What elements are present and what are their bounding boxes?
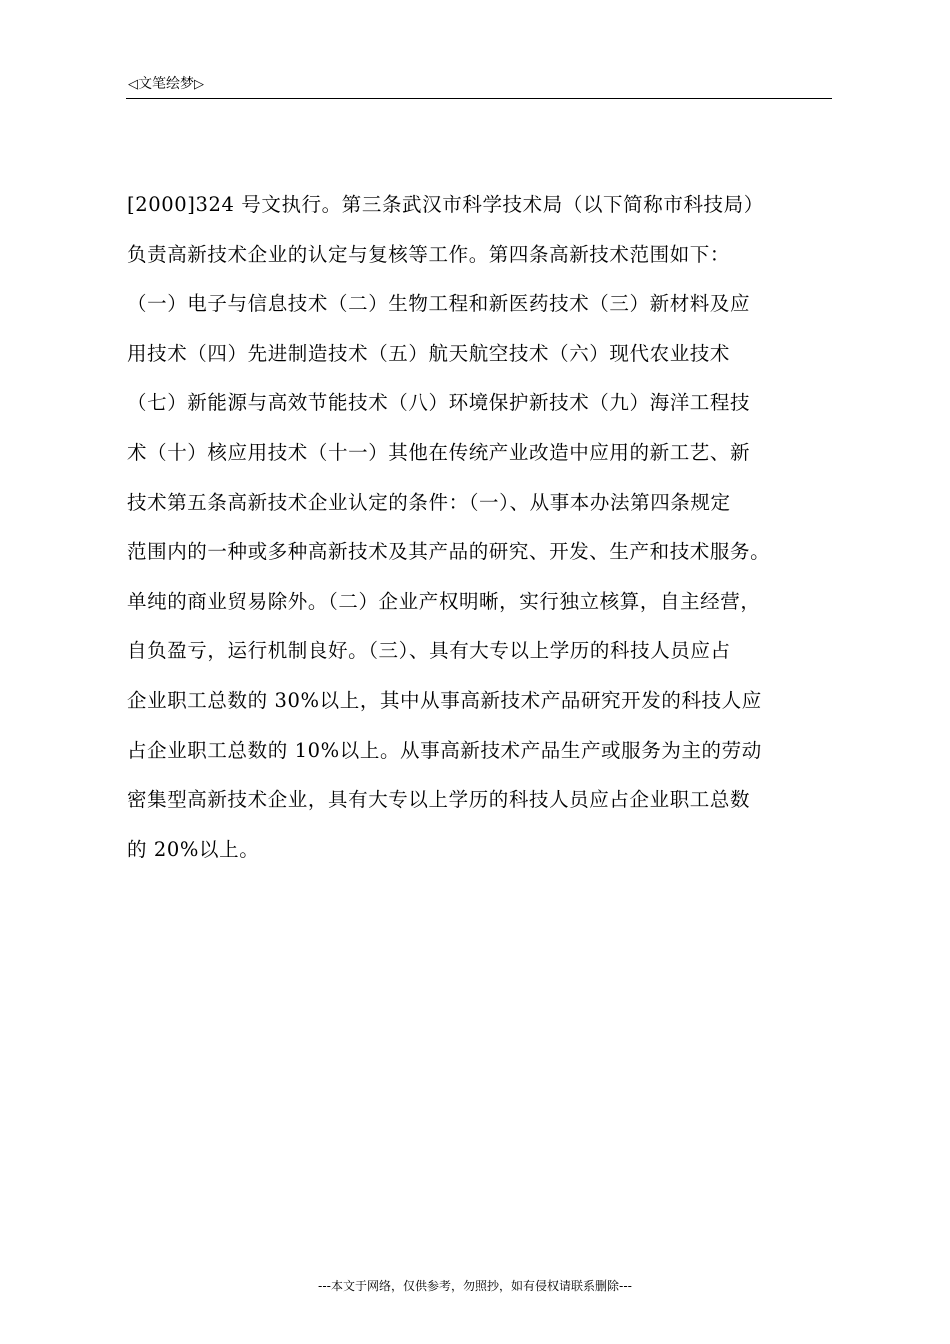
body-line: [2000]324 号文执行。第三条武汉市科学技术局（以下简称市科技局） <box>127 193 764 216</box>
body-line: （七）新能源与高效节能技术（八）环境保护新技术（九）海洋工程技 <box>127 391 751 415</box>
page-footer: ---本文于网络，仅供参考，勿照抄，如有侵权请联系删除--- <box>318 1279 632 1293</box>
body-line: 技术第五条高新技术企业认定的条件：（一）、从事本办法第四条规定 <box>127 490 731 514</box>
body-line: （一）电子与信息技术（二）生物工程和新医药技术（三）新材料及应 <box>127 292 751 316</box>
right-triangle-icon: ▷ <box>194 77 204 92</box>
page-header <box>126 72 832 99</box>
document-body <box>127 180 847 874</box>
body-line: 占企业职工总数的 10%以上。从事高新技术产品生产或服务为主的劳动 <box>127 738 762 762</box>
brand-text: 文笔绘梦 <box>138 76 194 92</box>
body-line: 自负盈亏，运行机制良好。（三）、具有大专以上学历的科技人员应占 <box>127 639 731 663</box>
header-brand <box>128 76 204 93</box>
body-line: 企业职工总数的 30%以上，其中从事高新技术产品研究开发的科技人应 <box>127 688 762 712</box>
body-line: 用技术（四）先进制造技术（五）航天航空技术（六）现代农业技术 <box>127 341 731 365</box>
body-line: 密集型高新技术企业，具有大专以上学历的科技人员应占企业职工总数 <box>127 788 751 812</box>
body-line: 的 20%以上。 <box>127 837 260 861</box>
body-line: 单纯的商业贸易除外。（二）企业产权明晰，实行独立核算，自主经营， <box>127 589 761 613</box>
body-line: 范围内的一种或多种高新技术及其产品的研究、开发、生产和技术服务。 <box>127 540 771 564</box>
left-triangle-icon: ◁ <box>128 77 138 92</box>
body-line: 术（十）核应用技术（十一）其他在传统产业改造中应用的新工艺、新 <box>127 440 751 464</box>
body-line: 负责高新技术企业的认定与复核等工作。第四条高新技术范围如下： <box>127 242 731 266</box>
